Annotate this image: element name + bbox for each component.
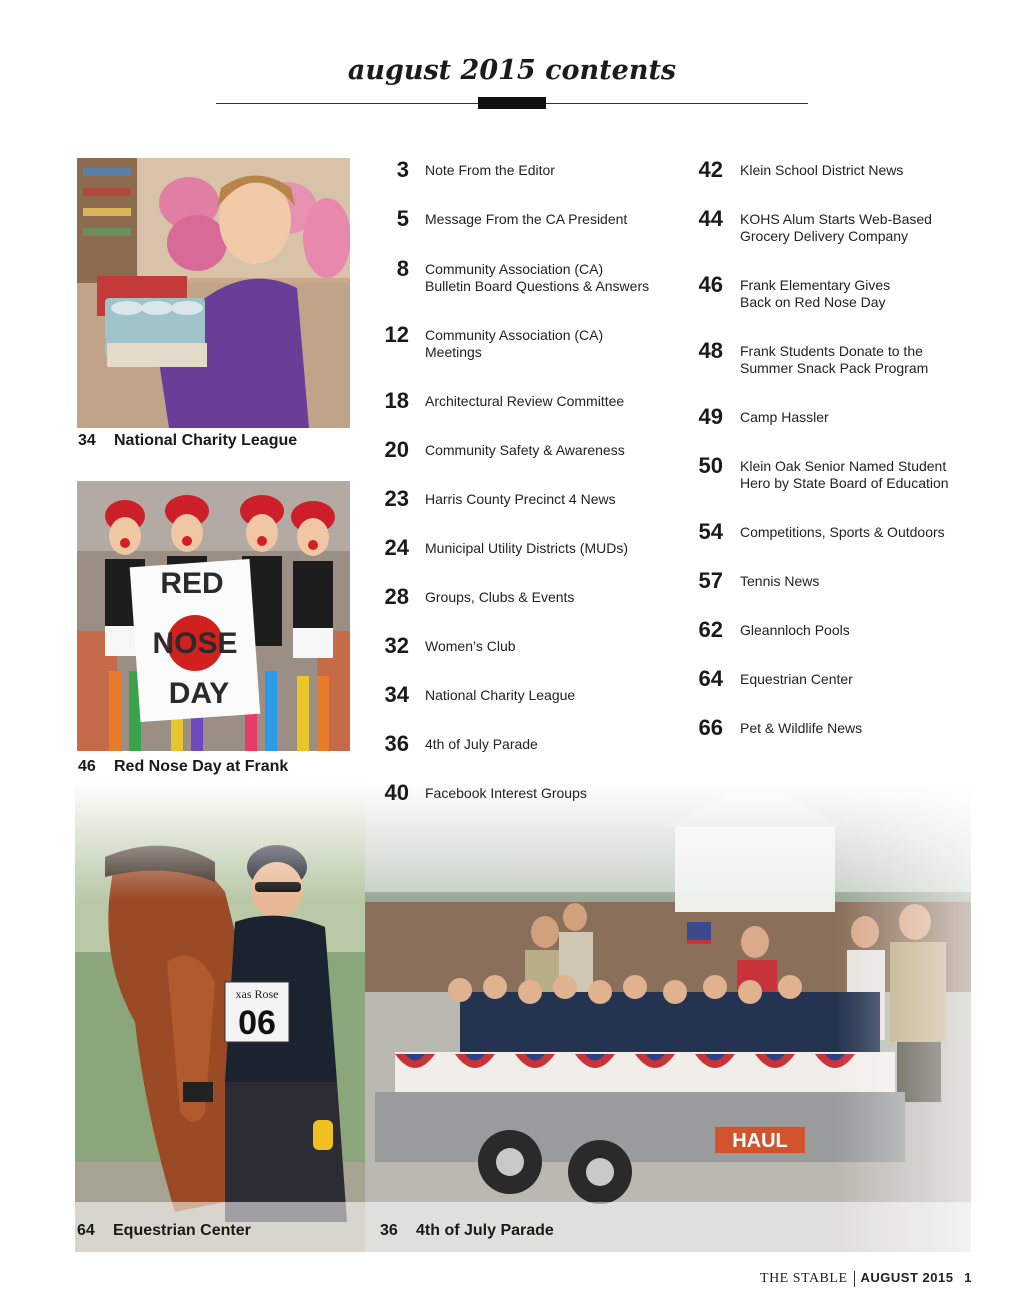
caption-page-number: 46 bbox=[78, 758, 96, 775]
toc-title-line: Frank Elementary Gives bbox=[740, 277, 891, 293]
toc-page-number: 20 bbox=[384, 437, 409, 462]
toc-title-line: Frank Students Donate to the bbox=[740, 343, 923, 359]
toc-title-line: Municipal Utility Districts (MUDs) bbox=[425, 540, 629, 556]
toc-page-number: 18 bbox=[384, 388, 409, 413]
caption-page-number: 36 bbox=[380, 1222, 398, 1239]
caption-text: National Charity League bbox=[114, 432, 298, 449]
toc-page-number: 36 bbox=[384, 731, 409, 756]
caption-4th-of-july-parade bbox=[380, 1222, 554, 1240]
toc-title-line: Summer Snack Pack Program bbox=[740, 360, 929, 376]
toc-page-number: 66 bbox=[698, 715, 723, 740]
toc-title-line: Meetings bbox=[425, 344, 482, 360]
sign-word-red: RED bbox=[160, 567, 224, 600]
toc-title-line: Competitions, Sports & Outdoors bbox=[740, 524, 945, 540]
page-title: august 2015 contents bbox=[347, 55, 677, 86]
footer-divider bbox=[854, 1271, 855, 1287]
toc-title-line: Grocery Delivery Company bbox=[740, 228, 909, 244]
toc-page-number: 57 bbox=[698, 568, 723, 593]
toc-title-line: Note From the Editor bbox=[425, 162, 555, 178]
toc-title-line: National Charity League bbox=[425, 687, 576, 703]
toc-title-line: Hero by State Board of Education bbox=[740, 475, 949, 491]
photo-red-nose-day bbox=[77, 481, 350, 751]
toc-page-number: 44 bbox=[698, 206, 723, 231]
toc-page-number: 34 bbox=[384, 682, 409, 707]
toc-page-number: 3 bbox=[396, 157, 409, 182]
title-rule-accent bbox=[478, 97, 546, 109]
caption-text: 4th of July Parade bbox=[416, 1222, 554, 1239]
toc-title-line: KOHS Alum Starts Web-Based bbox=[740, 211, 932, 227]
toc-title-line: Message From the CA President bbox=[425, 211, 628, 227]
caption-national-charity-league bbox=[78, 432, 297, 450]
caption-equestrian-center bbox=[77, 1222, 251, 1240]
toc-title-line: Equestrian Center bbox=[740, 671, 853, 687]
toc-page-number: 24 bbox=[384, 535, 409, 560]
toc-page-number: 5 bbox=[396, 206, 409, 231]
caption-text: Equestrian Center bbox=[113, 1222, 251, 1239]
toc-page-number: 64 bbox=[698, 666, 723, 691]
photo-bottom-composite bbox=[75, 782, 971, 1252]
toc-page-number: 42 bbox=[698, 157, 723, 182]
toc-page-number: 54 bbox=[698, 519, 723, 544]
toc-page-number: 12 bbox=[384, 322, 409, 347]
toc-title-line: Facebook Interest Groups bbox=[425, 785, 587, 801]
toc-title-line: Bulletin Board Questions & Answers bbox=[425, 278, 650, 294]
issue-date: AUGUST 2015 bbox=[860, 1270, 954, 1285]
sign-word-nose: NOSE bbox=[152, 627, 238, 660]
page-footer bbox=[760, 1270, 972, 1287]
caption-page-number: 64 bbox=[77, 1222, 95, 1239]
toc-page-number: 32 bbox=[384, 633, 409, 658]
caption-page-number: 34 bbox=[78, 432, 96, 449]
toc-title-line: Groups, Clubs & Events bbox=[425, 589, 575, 605]
toc-title-line: Back on Red Nose Day bbox=[740, 294, 886, 310]
toc-title-line: Harris County Precinct 4 News bbox=[425, 491, 616, 507]
toc-page-number: 23 bbox=[384, 486, 409, 511]
toc-page-number: 62 bbox=[698, 617, 723, 642]
toc-title-line: Community Association (CA) bbox=[425, 261, 604, 277]
publication-name: THE STABLE bbox=[760, 1271, 848, 1286]
photo-national-charity-league bbox=[77, 158, 350, 428]
toc-title-line: Camp Hassler bbox=[740, 409, 829, 425]
toc-title-line: 4th of July Parade bbox=[425, 736, 538, 752]
toc-page-number: 48 bbox=[698, 338, 723, 363]
toc-page-number: 8 bbox=[396, 256, 409, 281]
toc-title-line: Architectural Review Committee bbox=[425, 393, 625, 409]
page-number: 1 bbox=[964, 1270, 972, 1285]
toc-title-line: Tennis News bbox=[740, 573, 820, 589]
toc-page-number: 40 bbox=[384, 780, 409, 805]
toc-title-line: Women’s Club bbox=[425, 638, 516, 654]
caption-text: Red Nose Day at Frank bbox=[114, 758, 289, 775]
caption-red-nose-day bbox=[78, 758, 288, 776]
toc-title-line: Klein Oak Senior Named Student bbox=[740, 458, 947, 474]
toc-title-line: Community Safety & Awareness bbox=[425, 442, 625, 458]
toc-page-number: 49 bbox=[698, 404, 723, 429]
toc-title-line: Gleannloch Pools bbox=[740, 622, 850, 638]
toc-page-number: 46 bbox=[698, 272, 723, 297]
toc-title-line: Klein School District News bbox=[740, 162, 904, 178]
sign-word-day: DAY bbox=[168, 677, 230, 710]
toc-title-line: Pet & Wildlife News bbox=[740, 720, 863, 736]
toc-page-number: 50 bbox=[698, 453, 723, 478]
toc-page-number: 28 bbox=[384, 584, 409, 609]
toc-title-line: Community Association (CA) bbox=[425, 327, 604, 343]
